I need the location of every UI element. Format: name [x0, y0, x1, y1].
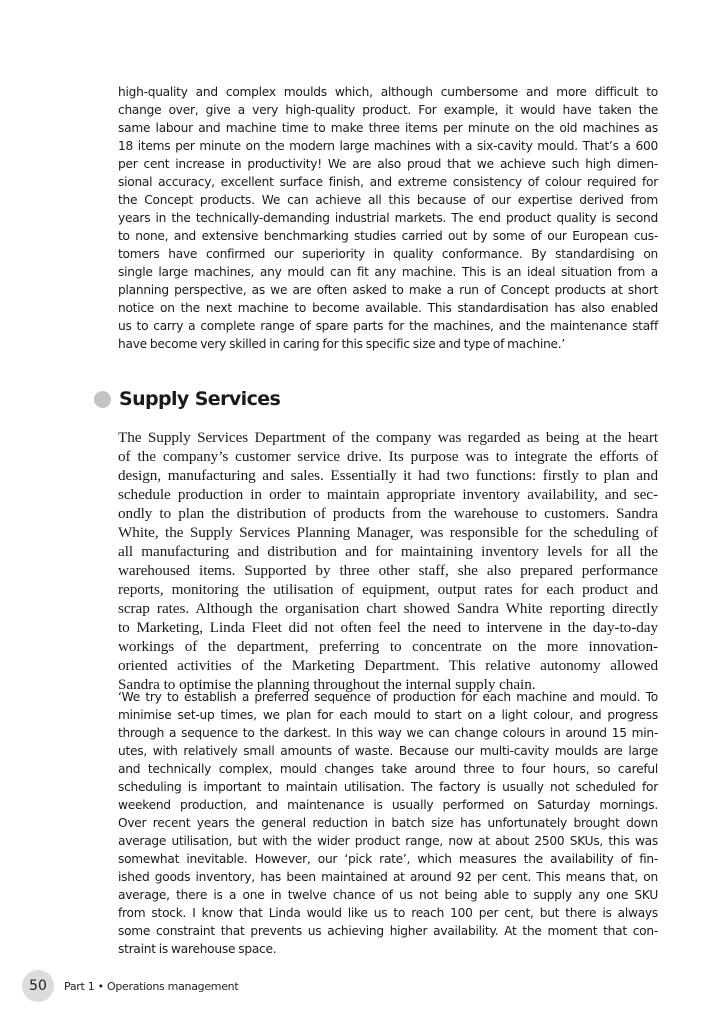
text-line: reports, monitoring the utilisation of equipment, output rates for each product and [118, 581, 658, 598]
text-line: have become very skilled in caring for this specific size and type of machine.’ [118, 337, 566, 351]
text-line: average utilisation, but with the wider product range, now at about 2500 SKUs, this was [118, 834, 658, 848]
running-head: Part 1 • Operations management [64, 979, 239, 993]
page-number: 50 [22, 970, 54, 1002]
text-line: straint is warehouse space. [118, 942, 277, 956]
text-line: ‘We try to establish a preferred sequence of production for each machine and mould. To [118, 690, 658, 704]
page-footer [22, 970, 238, 1002]
text-line: single large machines, any mould can fit any machine. This is an ideal situation from a [118, 265, 658, 279]
text-line: weekend production, and maintenance is usually performed on Saturday mornings. [118, 798, 658, 812]
text-line: minimise set-up times, we plan for each mould to start on a light colour, and progress [118, 708, 658, 722]
text-line: scrap rates. Although the organisation chart showed Sandra White reporting directly [118, 600, 658, 617]
section-title: Supply Services [119, 388, 281, 410]
text-line: change over, give a very high-quality product. For example, it would have taken the [118, 103, 658, 117]
text-line: of the company’s customer service drive. Its purpose was to integrate the efforts of [118, 448, 658, 465]
quote-continuation [118, 83, 658, 353]
text-line: through a sequence to the darkest. In this way we can change colours in around 15 min- [118, 726, 658, 740]
text-line: to none, and extensive benchmarking studies carried out by some of our European cus- [118, 229, 658, 243]
text-line: same labour and machine time to make three items per minute on the old machines as [118, 121, 658, 135]
text-line: years in the technically-demanding industrial markets. The end product quality is second [118, 211, 658, 225]
text-line: all manufacturing and distribution and for maintaining inventory levels for all the [118, 543, 658, 560]
text-line: White, the Supply Services Planning Manager, was responsible for the scheduling of [118, 524, 658, 541]
section-heading [94, 386, 280, 412]
text-line: from stock. I know that Linda would like us to reach 100 per cent, but there is always [118, 906, 658, 920]
text-line: per cent increase in productivity! We are also proud that we achieve such high dimen- [118, 157, 658, 171]
text-line: The Supply Services Department of the company was regarded as being at the heart [118, 429, 658, 446]
text-line: the Concept products. We can achieve all this because of our expertise derived from [118, 193, 658, 207]
text-line: us to carry a complete range of spare parts for the machines, and the maintenance staff [118, 319, 658, 333]
text-line: schedule production in order to maintain appropriate inventory availability, and sec- [118, 486, 658, 503]
text-line: oriented activities of the Marketing Department. This relative autonomy allowed [118, 657, 658, 674]
text-line: scheduling is important to maintain utilisation. The factory is usually not scheduled for [118, 780, 658, 794]
text-line: tomers have confirmed our superiority in quality conformance. By standardising on [118, 247, 658, 261]
text-line: Over recent years the general reduction in batch size has unfortunately brought down [118, 816, 658, 830]
text-line: utes, with relatively small amounts of waste. Because our multi-cavity moulds are large [118, 744, 658, 758]
text-line: to Marketing, Linda Fleet did not often feel the need to intervene in the day-to-day [118, 619, 658, 636]
text-line: average, there is a one in twelve chance of us not being able to supply any one SKU [118, 888, 658, 902]
narrative-paragraph [118, 428, 658, 694]
bullet-circle-icon [94, 391, 111, 408]
text-line: and technically complex, mould changes take around three to four hours, so careful [118, 762, 658, 776]
quote-sandra-white [118, 688, 658, 958]
text-line: high-quality and complex moulds which, although cumbersome and more difficult to [118, 85, 658, 99]
text-line: 18 items per minute on the modern large machines with a six-cavity mould. That’s a 600 [118, 139, 658, 153]
text-line: design, manufacturing and sales. Essentially it had two functions: firstly to plan and [118, 467, 658, 484]
text-line: sional accuracy, excellent surface finish, and extreme consistency of colour required for [118, 175, 658, 189]
text-line: planning perspective, as we are often asked to make a run of Concept products at short [118, 283, 658, 297]
text-line: warehoused items. Supported by three other staff, she also prepared performance [118, 562, 658, 579]
text-line: workings of the department, preferring to concentrate on the more innovation- [118, 638, 658, 655]
text-line: somewhat inevitable. However, our ‘pick rate’, which measures the availability of fin- [118, 852, 658, 866]
text-line: some constraint that prevents us achieving higher availability. At the moment that con- [118, 924, 658, 938]
text-line: ondly to plan the distribution of products from the warehouse to customers. Sandra [118, 505, 658, 522]
text-line: Sandra to optimise the planning throughout the internal supply chain. [118, 676, 536, 693]
text-line: ished goods inventory, has been maintained at around 92 per cent. This means that, on [118, 870, 658, 884]
text-line: notice on the next machine to become available. This standardisation has also enabled [118, 301, 658, 315]
